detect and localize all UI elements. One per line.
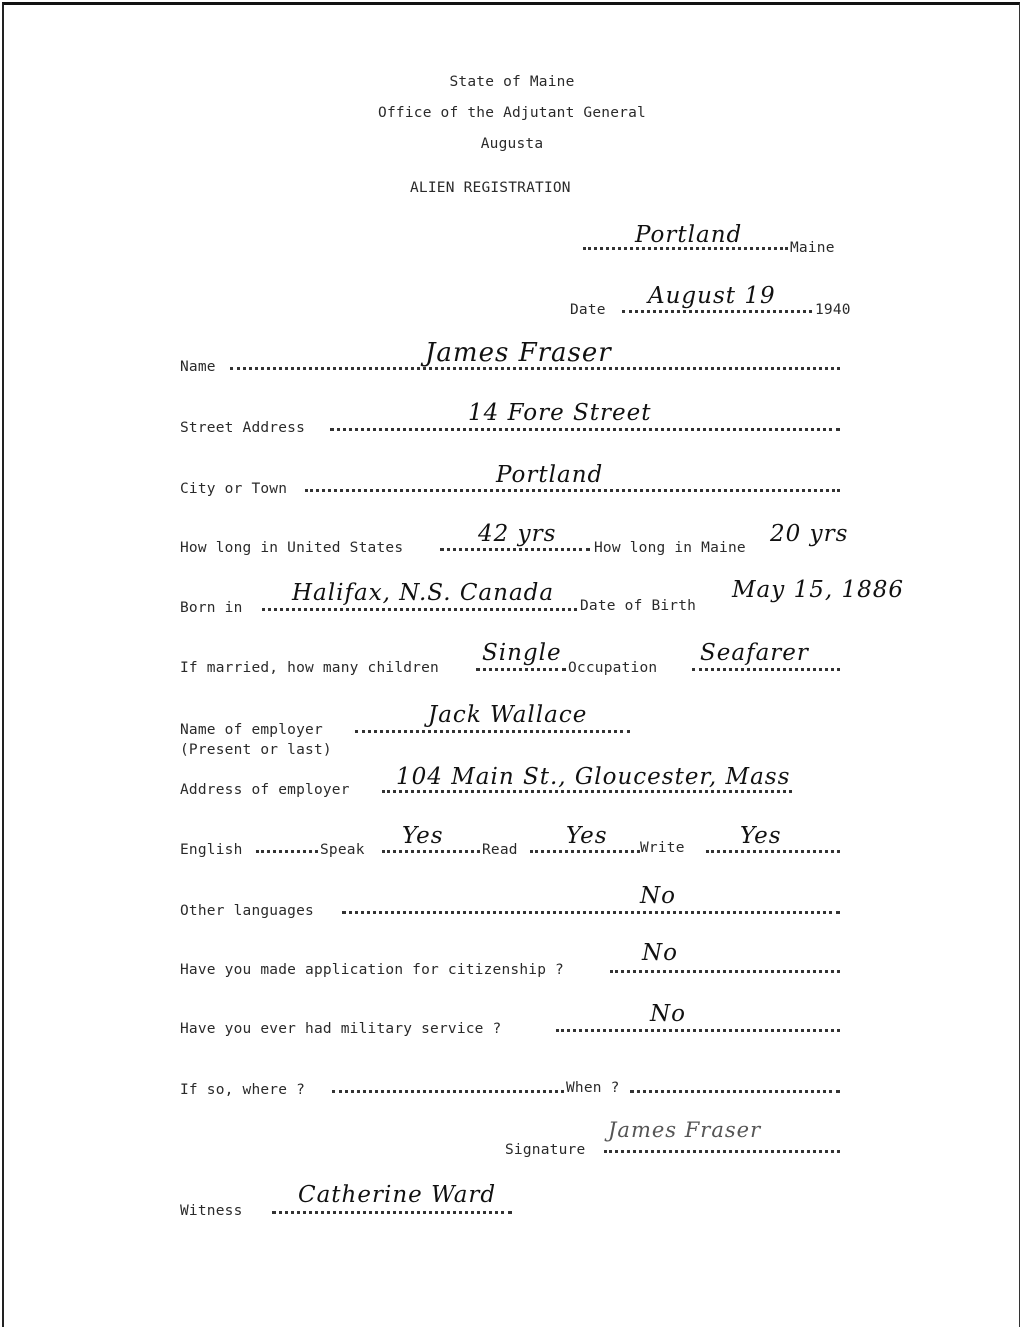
maine-duration-value[interactable]: 20 yrs [770,521,849,547]
place-suffix: Maine [790,240,835,256]
place-value[interactable]: Portland [635,222,743,248]
speak-dots [382,850,480,853]
born-in-dots [262,608,577,611]
read-label: Read [482,842,518,858]
occupation-dots [692,668,840,671]
employer-dots [355,730,630,733]
name-value[interactable]: James Fraser [425,338,612,368]
english-dots [256,850,318,853]
military-dots [556,1029,840,1032]
citizenship-dots [610,970,840,973]
speak-label: Speak [320,842,365,858]
employer-value[interactable]: Jack Wallace [428,702,588,728]
employer-sublabel: (Present or last) [180,742,332,758]
speak-value[interactable]: Yes [402,823,444,849]
street-dots [330,428,840,431]
read-dots [530,850,640,853]
header-office: Office of the Adjutant General [378,105,646,121]
street-label: Street Address [180,420,306,436]
dob-value[interactable]: May 15, 1886 [732,577,904,603]
city-dots [305,489,840,492]
date-label: Date [570,302,606,318]
children-value[interactable]: Single [482,640,562,666]
employer-label: Name of employer [180,722,323,738]
children-dots [476,668,566,671]
occupation-label: Occupation [568,660,658,676]
signature-value[interactable]: James Fraser [608,1118,762,1142]
born-in-label: Born in [180,600,243,616]
date-dots [622,310,812,313]
write-value[interactable]: Yes [740,823,782,849]
header-city: Augusta [480,136,544,152]
maine-duration-label: How long in Maine [594,540,746,556]
witness-dots [272,1211,512,1214]
date-year: 1940 [815,302,851,318]
when-label: When ? [566,1080,620,1096]
occupation-value[interactable]: Seafarer [700,640,809,666]
witness-label: Witness [180,1203,243,1219]
city-label: City or Town [180,481,288,497]
write-label: Write [640,840,685,856]
write-dots [706,850,840,853]
citizenship-value[interactable]: No [642,940,678,966]
dob-label: Date of Birth [580,598,697,614]
when-dots [630,1090,840,1093]
header-state: State of Maine [449,74,575,90]
witness-value[interactable]: Catherine Ward [298,1182,497,1208]
signature-dots [604,1150,840,1153]
us-duration-dots [440,548,590,551]
other-languages-label: Other languages [180,903,314,919]
form-title: ALIEN REGISTRATION [410,180,571,196]
citizenship-label: Have you made application for citizenship ? [180,962,564,978]
born-in-value[interactable]: Halifax, N.S. Canada [292,580,555,606]
other-languages-dots [342,911,840,914]
read-value[interactable]: Yes [566,823,608,849]
military-label: Have you ever had military service ? [180,1021,502,1037]
employer-address-label: Address of employer [180,782,350,798]
children-label: If married, how many children [180,660,439,676]
date-value[interactable]: August 19 [648,283,776,309]
us-duration-value[interactable]: 42 yrs [478,521,557,547]
military-value[interactable]: No [650,1001,686,1027]
city-value[interactable]: Portland [496,462,604,488]
street-value[interactable]: 14 Fore Street [468,400,652,426]
name-label: Name [180,359,216,375]
employer-address-dots [382,790,792,793]
where-dots [332,1090,564,1093]
english-label: English [180,842,243,858]
us-duration-label: How long in United States [180,540,404,556]
where-label: If so, where ? [180,1082,306,1098]
employer-address-value[interactable]: 104 Main St., Gloucester, Mass [396,764,791,790]
signature-label: Signature [505,1142,586,1158]
other-languages-value[interactable]: No [640,883,676,909]
